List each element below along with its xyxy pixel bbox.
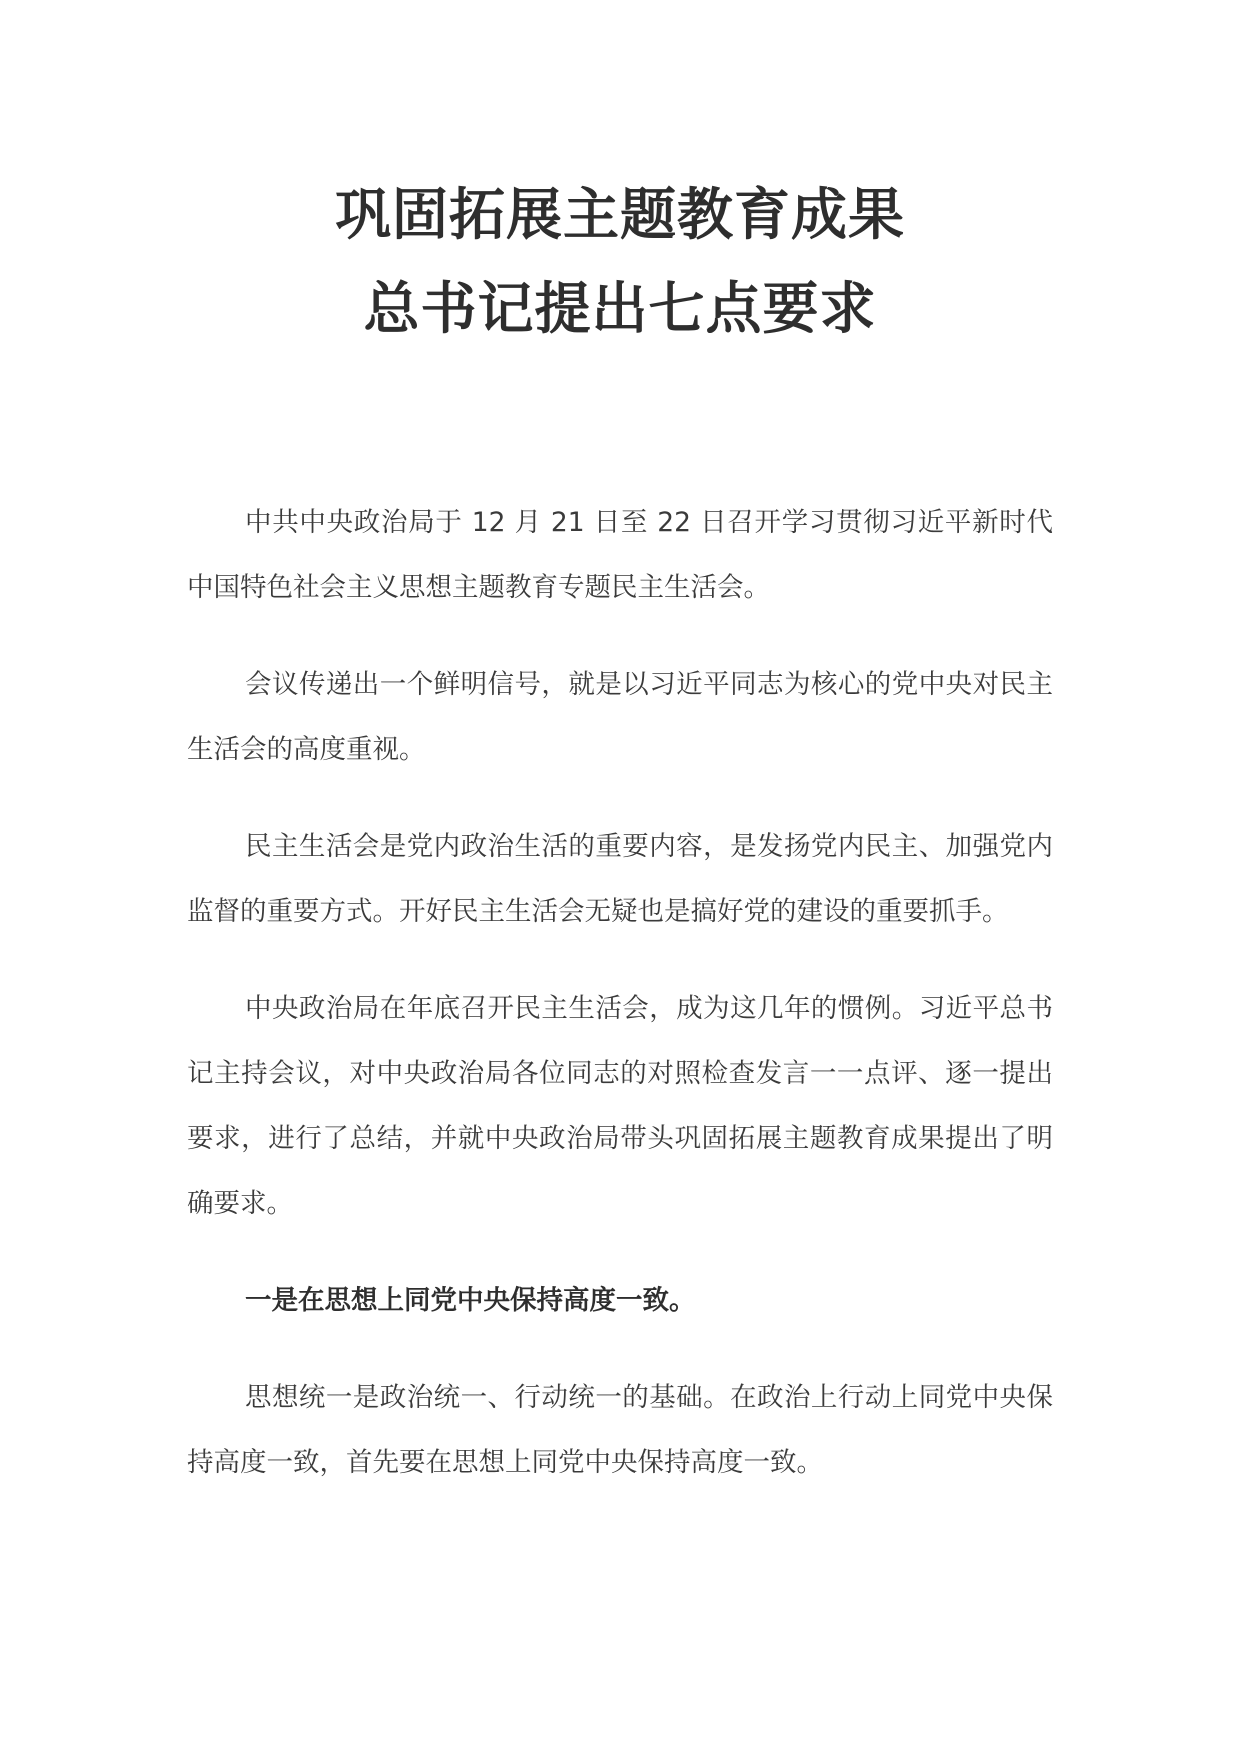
title-line-2: 总书记提出七点要求 (363, 277, 877, 342)
article-body (187, 490, 1053, 1527)
section-heading-1: 一是在思想上同党中央保持高度一致。 (245, 1285, 696, 1316)
title-line-1: 巩固拓展主题教育成果 (335, 183, 905, 248)
paragraph-4: 中央政治局在年底召开民主生活会，成为这几年的惯例。习近平总书记主持会议，对中央政治局各位同志的对照检查发言一一点评、逐一提出要求，进行了总结，并就中央政治局带头巩固拓展主题教育成果提出了明确要求。 (187, 993, 1053, 1219)
paragraph-2: 会议传递出一个鲜明信号，就是以习近平同志为核心的党中央对民主生活会的高度重视。 (187, 669, 1053, 765)
paragraph-1: 中共中央政治局于 12 月 21 日至 22 日召开学习贯彻习近平新时代中国特色社会主义思想主题教育专题民主生活会。 (187, 507, 1053, 603)
paragraph-5: 思想统一是政治统一、行动统一的基础。在政治上行动上同党中央保持高度一致，首先要在思想上同党中央保持高度一致。 (187, 1382, 1053, 1478)
paragraph-3: 民主生活会是党内政治生活的重要内容，是发扬党内民主、加强党内监督的重要方式。开好民主生活会无疑也是搞好党的建设的重要抓手。 (187, 831, 1053, 927)
